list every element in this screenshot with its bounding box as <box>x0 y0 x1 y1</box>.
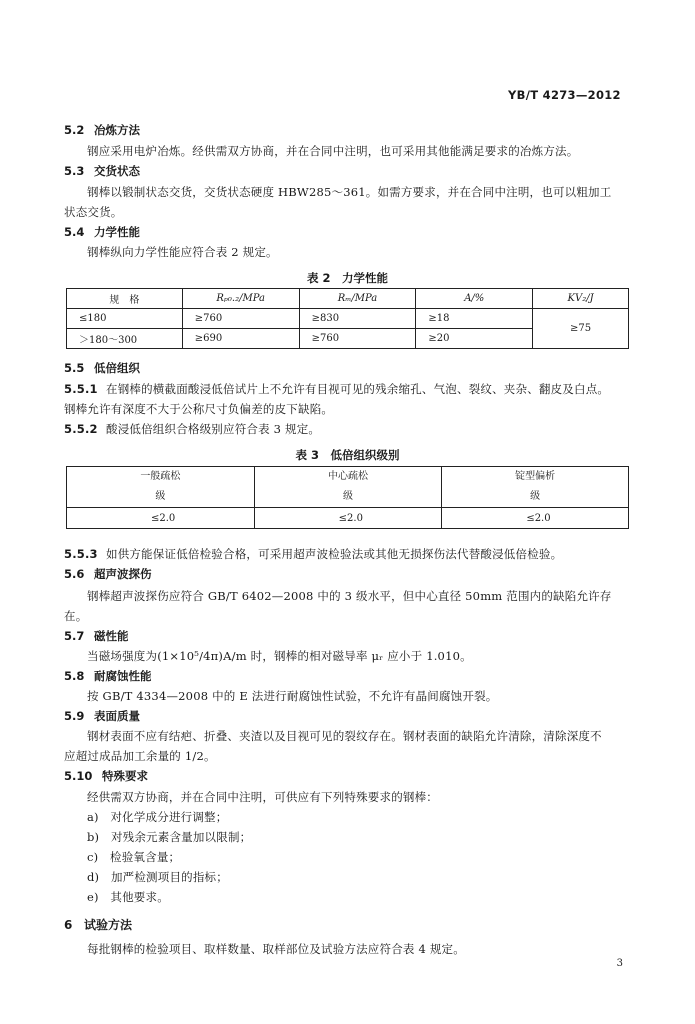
header-unit: 级 <box>155 491 166 502</box>
heading-5-4 <box>64 224 140 240</box>
header-cell-rm: Rₘ/MPa <box>299 289 416 309</box>
table-cell: ≥830 <box>299 309 416 329</box>
paragraph-text: 酸浸低倍组织合格级别应符合表 3 规定。 <box>106 422 321 436</box>
header-label: 一般疏松 <box>140 471 181 482</box>
paragraph-5-5-2 <box>64 421 320 437</box>
section-number: 5.5 <box>64 361 85 375</box>
header-cell-a: A/% <box>416 289 533 309</box>
header-cell-center-porosity <box>254 467 442 508</box>
table-cell: ≥760 <box>299 329 416 349</box>
heading-5-2 <box>64 122 140 138</box>
heading-5-10 <box>64 768 148 784</box>
header-unit: 级 <box>530 491 541 502</box>
heading-5-7 <box>64 628 129 644</box>
table-header-row <box>67 467 629 508</box>
section-number: 5.8 <box>64 669 85 683</box>
header-unit: 级 <box>342 491 353 502</box>
table-cell: ≤2.0 <box>442 508 629 529</box>
section-number: 5.5.2 <box>64 422 98 436</box>
table-header-row <box>67 289 629 309</box>
section-title: 低倍组织 <box>94 361 140 375</box>
section-number: 5.10 <box>64 769 93 783</box>
section-title: 表面质量 <box>94 709 140 723</box>
paragraph-5-8: 按 GB/T 4334—2008 中的 E 法进行耐腐蚀性试验，不允许有晶间腐蚀开裂。 <box>87 689 498 703</box>
paragraph-5-3-line1: 钢棒以锻制状态交货，交货状态硬度 HBW285～361。如需方要求，并在合同中注明，也可以粗加工 <box>87 185 612 199</box>
header-cell-kv2: KV₂/J <box>533 289 629 309</box>
paragraph-5-2: 钢应采用电炉冶炼。经供需双方协商，并在合同中注明，也可采用其他能满足要求的冶炼方法。 <box>87 144 579 158</box>
heading-5-3 <box>64 163 140 179</box>
heading-6 <box>64 916 132 933</box>
table-cell: ≥20 <box>416 329 533 349</box>
heading-5-5 <box>64 360 140 376</box>
table-cell: ≤180 <box>67 309 183 329</box>
table-cell: ＞180～300 <box>67 329 183 349</box>
list-item: d) 加严检测项目的指标； <box>87 870 228 884</box>
paragraph-5-9-line2: 应超过成品加工余量的 1/2。 <box>64 749 216 763</box>
header-cell-spec: 规 格 <box>67 289 183 309</box>
section-number: 5.3 <box>64 164 85 178</box>
paragraph-text: 在钢棒的横截面酸浸低倍试片上不允许有目视可见的残余缩孔、气泡、裂纹、夹杂、翻皮及白点。 <box>106 382 610 396</box>
table-3-caption: 表 3 低倍组织级别 <box>295 448 400 462</box>
paragraph-5-7: 当磁场强度为(1×10⁵/4π)A/m 时，钢棒的相对磁导率 μᵣ 应小于 1.010。 <box>87 649 472 663</box>
section-title: 耐腐蚀性能 <box>94 669 152 683</box>
table-cell: ≤2.0 <box>67 508 255 529</box>
table-2 <box>66 288 629 349</box>
section-title: 力学性能 <box>94 225 140 239</box>
header-label: 锭型偏析 <box>515 471 556 482</box>
section-title: 试验方法 <box>84 918 133 932</box>
heading-5-8 <box>64 668 152 684</box>
header-cell-ingot-segregation <box>442 467 629 508</box>
list-item: c) 检验氧含量； <box>87 850 181 864</box>
section-number: 5.7 <box>64 629 85 643</box>
section-title: 交货状态 <box>94 164 140 178</box>
paragraph-5-10: 经供需双方协商，并在合同中注明，可供应有下列特殊要求的钢棒： <box>87 790 438 804</box>
paragraph-6: 每批钢棒的检验项目、取样数量、取样部位及试验方法应符合表 4 规定。 <box>87 942 465 956</box>
table-row <box>67 508 629 529</box>
heading-5-9 <box>64 708 140 724</box>
section-number: 6 <box>64 918 73 932</box>
section-title: 特殊要求 <box>102 769 148 783</box>
section-title: 冶炼方法 <box>94 123 140 137</box>
header-cell-rp02: Rₚ₀.₂/MPa <box>182 289 299 309</box>
table-cell: ≥760 <box>182 309 299 329</box>
paragraph-5-5-1-line1 <box>64 381 609 397</box>
paragraph-5-6-line2: 在。 <box>64 609 88 623</box>
table-2-caption: 表 2 力学性能 <box>306 271 388 285</box>
table-cell: ≥690 <box>182 329 299 349</box>
table-row <box>67 309 629 329</box>
paragraph-5-5-1-line2: 钢棒允许有深度不大于公称尺寸负偏差的皮下缺陷。 <box>64 402 334 416</box>
section-title: 超声波探伤 <box>94 567 152 581</box>
section-number: 5.2 <box>64 123 85 137</box>
paragraph-5-4: 钢棒纵向力学性能应符合表 2 规定。 <box>87 245 278 259</box>
section-number: 5.5.1 <box>64 382 98 396</box>
section-number: 5.6 <box>64 567 85 581</box>
heading-5-6 <box>64 566 152 582</box>
section-title: 磁性能 <box>94 629 129 643</box>
list-item: b) 对残余元素含量加以限制； <box>87 830 252 844</box>
page-number: 3 <box>616 958 623 969</box>
header-label: 中心疏松 <box>327 471 368 482</box>
list-item: a) 对化学成分进行调整； <box>87 810 228 824</box>
table-cell: ≤2.0 <box>254 508 442 529</box>
paragraph-5-9-line1: 钢材表面不应有结疤、折叠、夹渣以及目视可见的裂纹存在。钢材表面的缺陷允许清除，清除深度不 <box>87 729 602 743</box>
table-cell: ≥18 <box>416 309 533 329</box>
section-number: 5.4 <box>64 225 85 239</box>
paragraph-5-6-line1: 钢棒超声波探伤应符合 GB/T 6402—2008 中的 3 级水平，但中心直径 50mm 范围内的缺陷允许存 <box>87 589 612 603</box>
table-cell-kv2: ≥75 <box>533 309 629 349</box>
paragraph-text: 如供方能保证低倍检验合格，可采用超声波检验法或其他无损探伤法代替酸浸低倍检验。 <box>106 547 563 561</box>
paragraph-5-5-3 <box>64 546 562 562</box>
standard-code: YB/T 4273—2012 <box>508 88 621 102</box>
paragraph-5-3-line2: 状态交货。 <box>64 205 123 219</box>
list-item: e) 其他要求。 <box>87 890 169 904</box>
header-cell-general-porosity <box>67 467 255 508</box>
section-number: 5.5.3 <box>64 547 98 561</box>
section-number: 5.9 <box>64 709 85 723</box>
table-3 <box>66 466 629 529</box>
